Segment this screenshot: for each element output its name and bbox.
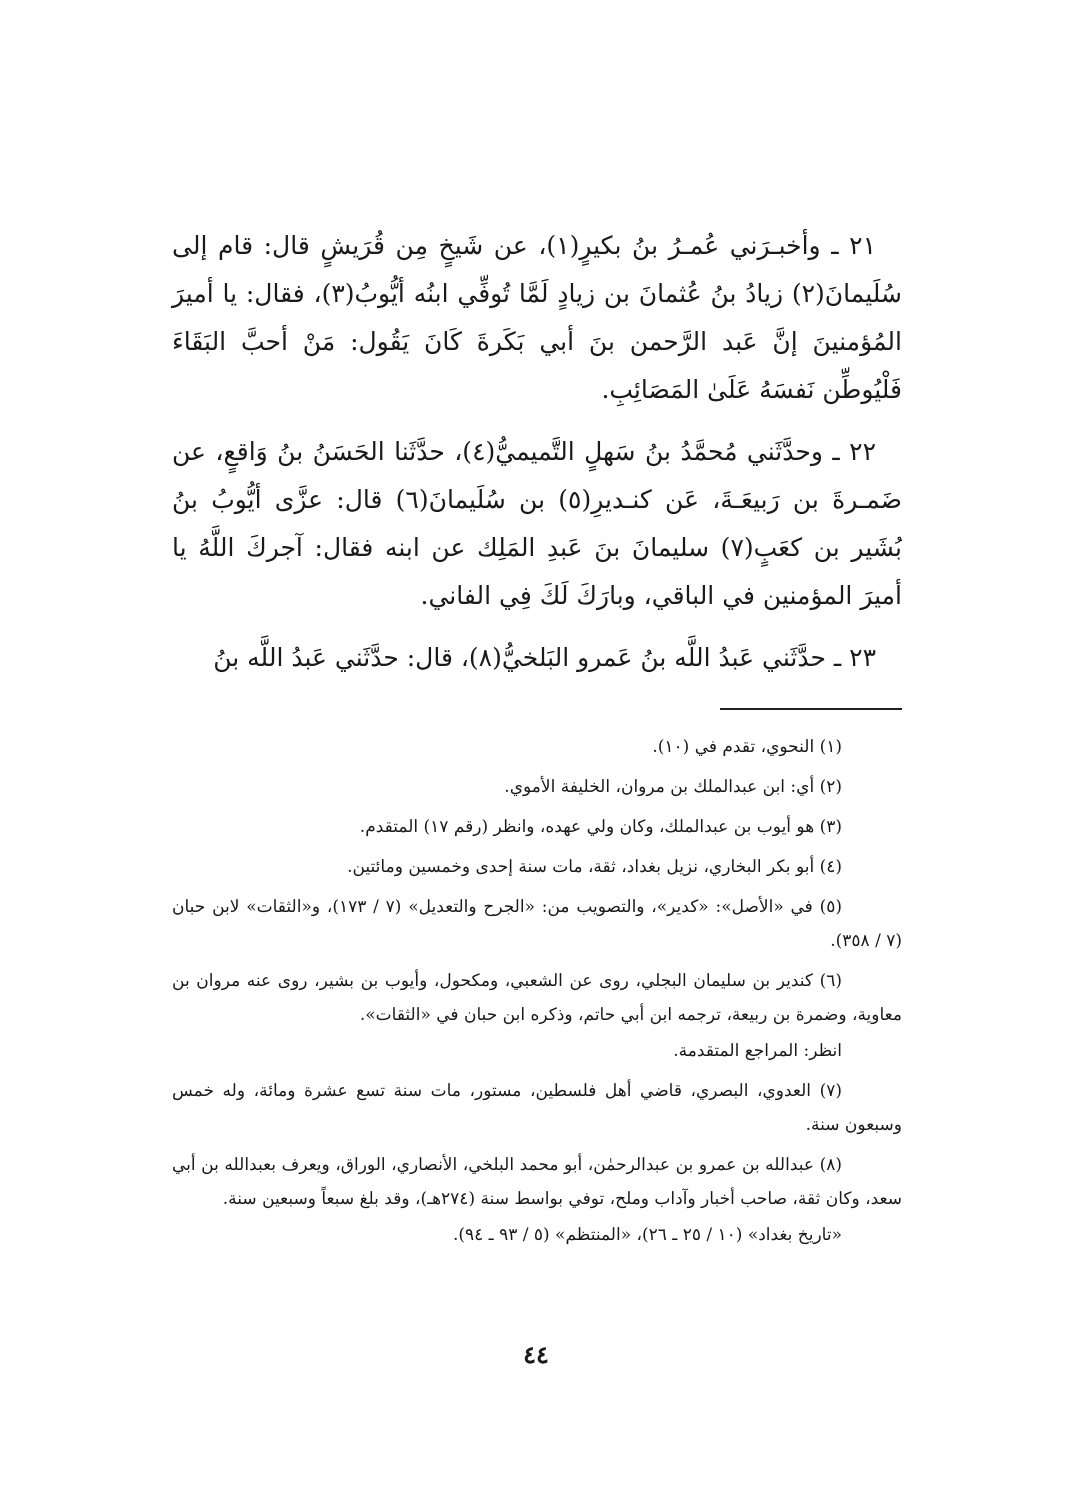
- footnote-1: (١) النحوي، تقدم في (١٠).: [652, 737, 842, 757]
- footnote-6-reference: انظر: المراجع المتقدمة.: [673, 1041, 842, 1061]
- page-number: ٤٤: [523, 1340, 549, 1369]
- paragraph-text: ٢١ ـ وأخبـرَني عُمـرُ بنُ بكيرٍ(١)، عن شَيخٍ مِن قُرَيشٍ قال: قام إلى سُلَيمانَ(٢) زيادُ بنُ عُثمانَ بن زيادٍ لَمَّا تُوفِّي ابنُه أيُّوبُ(٣)، فقال: يا أميرَ المُؤمنينَ إنَّ عَبد الرَّحمن بنَ أبي بَكَرةَ كَانَ يَقُول: مَنْ أحبَّ البَقَاءَ فَلْيُوطِّن نَفسَهُ عَلَىٰ المَصَائِبِ.: [172, 231, 902, 404]
- paragraph-23: [172, 634, 902, 682]
- footnotes: [172, 730, 902, 1258]
- paragraph-text: ٢٢ ـ وحدَّثَني مُحمَّدُ بنُ سَهلٍ التَّميميُّ(٤)، حدَّثَنا الحَسَنُ بنُ وَاقعٍ، عن ضَمـرةَ بن رَبيعَـةَ، عَن كنـديرِ(٥) بن سُلَيمانَ(٦) قال: عزَّى أيُّوبُ بنُ بُشَير بن كعَبٍ(٧) سليمانَ بنَ عَبدِ المَلِك عن ابنه فقال: آجركَ اللَّهُ يا أميرَ المؤمنين في الباقي، وبارَكَ لَكَ فِي الفاني.: [172, 437, 902, 610]
- footnote-6: (٦) كندير بن سليمان البجلي، روى عن الشعبي، ومكحول، وأيوب بن بشير، روى عنه مروان بن معاوية، وضمرة بن ربيعة، ترجمه ابن أبي حاتم، وذكره ابن حبان في «الثقات».: [172, 971, 902, 1025]
- main-text: [172, 222, 902, 696]
- paragraph-text: ٢٣ ـ حدَّثَني عَبدُ اللَّه بنُ عَمرو البَلخيُّ(٨)، قال: حدَّثَني عَبدُ اللَّه بنُ: [213, 643, 876, 672]
- footnote-8-reference: «تاريخ بغداد» (١٠ / ٢٥ ـ ٢٦)، «المنتظم» (٥ / ٩٣ ـ ٩٤).: [452, 1225, 842, 1245]
- footnote-3: (٣) هو أيوب بن عبدالملك، وكان ولي عهده، وانظر (رقم ١٧) المتقدم.: [359, 817, 842, 837]
- footnote-4: (٤) أبو بكر البخاري، نزيل بغداد، ثقة، مات سنة إحدى وخمسين ومائتين.: [347, 857, 842, 877]
- footnote-8: (٨) عبدالله بن عمرو بن عبدالرحمٰن، أبو محمد البلخي، الأنصاري، الوراق، ويعرف بعبدالله بن أبي سعد، وكان ثقة، صاحب أخبار وآداب وملح، توفي بواسط سنة (٢٧٤هـ)، وقد بلغ سبعاً وسبعين سنة.: [172, 1155, 902, 1209]
- footnote-5: (٥) في «الأصل»: «كدير»، والتصويب من: «الجرح والتعديل» (٧ / ١٧٣)، و«الثقات» لابن حبان (٧ / ٣٥٨).: [172, 897, 902, 951]
- paragraph-21: [172, 222, 902, 414]
- paragraph-22: [172, 428, 902, 620]
- footnote-divider: [720, 708, 902, 710]
- footnote-7: (٧) العدوي، البصري، قاضي أهل فلسطين، مستور، مات سنة تسع عشرة ومائة، وله خمس وسبعون سنة.: [172, 1081, 902, 1135]
- footnote-2: (٢) أي: ابن عبدالملك بن مروان، الخليفة الأموي.: [504, 777, 842, 797]
